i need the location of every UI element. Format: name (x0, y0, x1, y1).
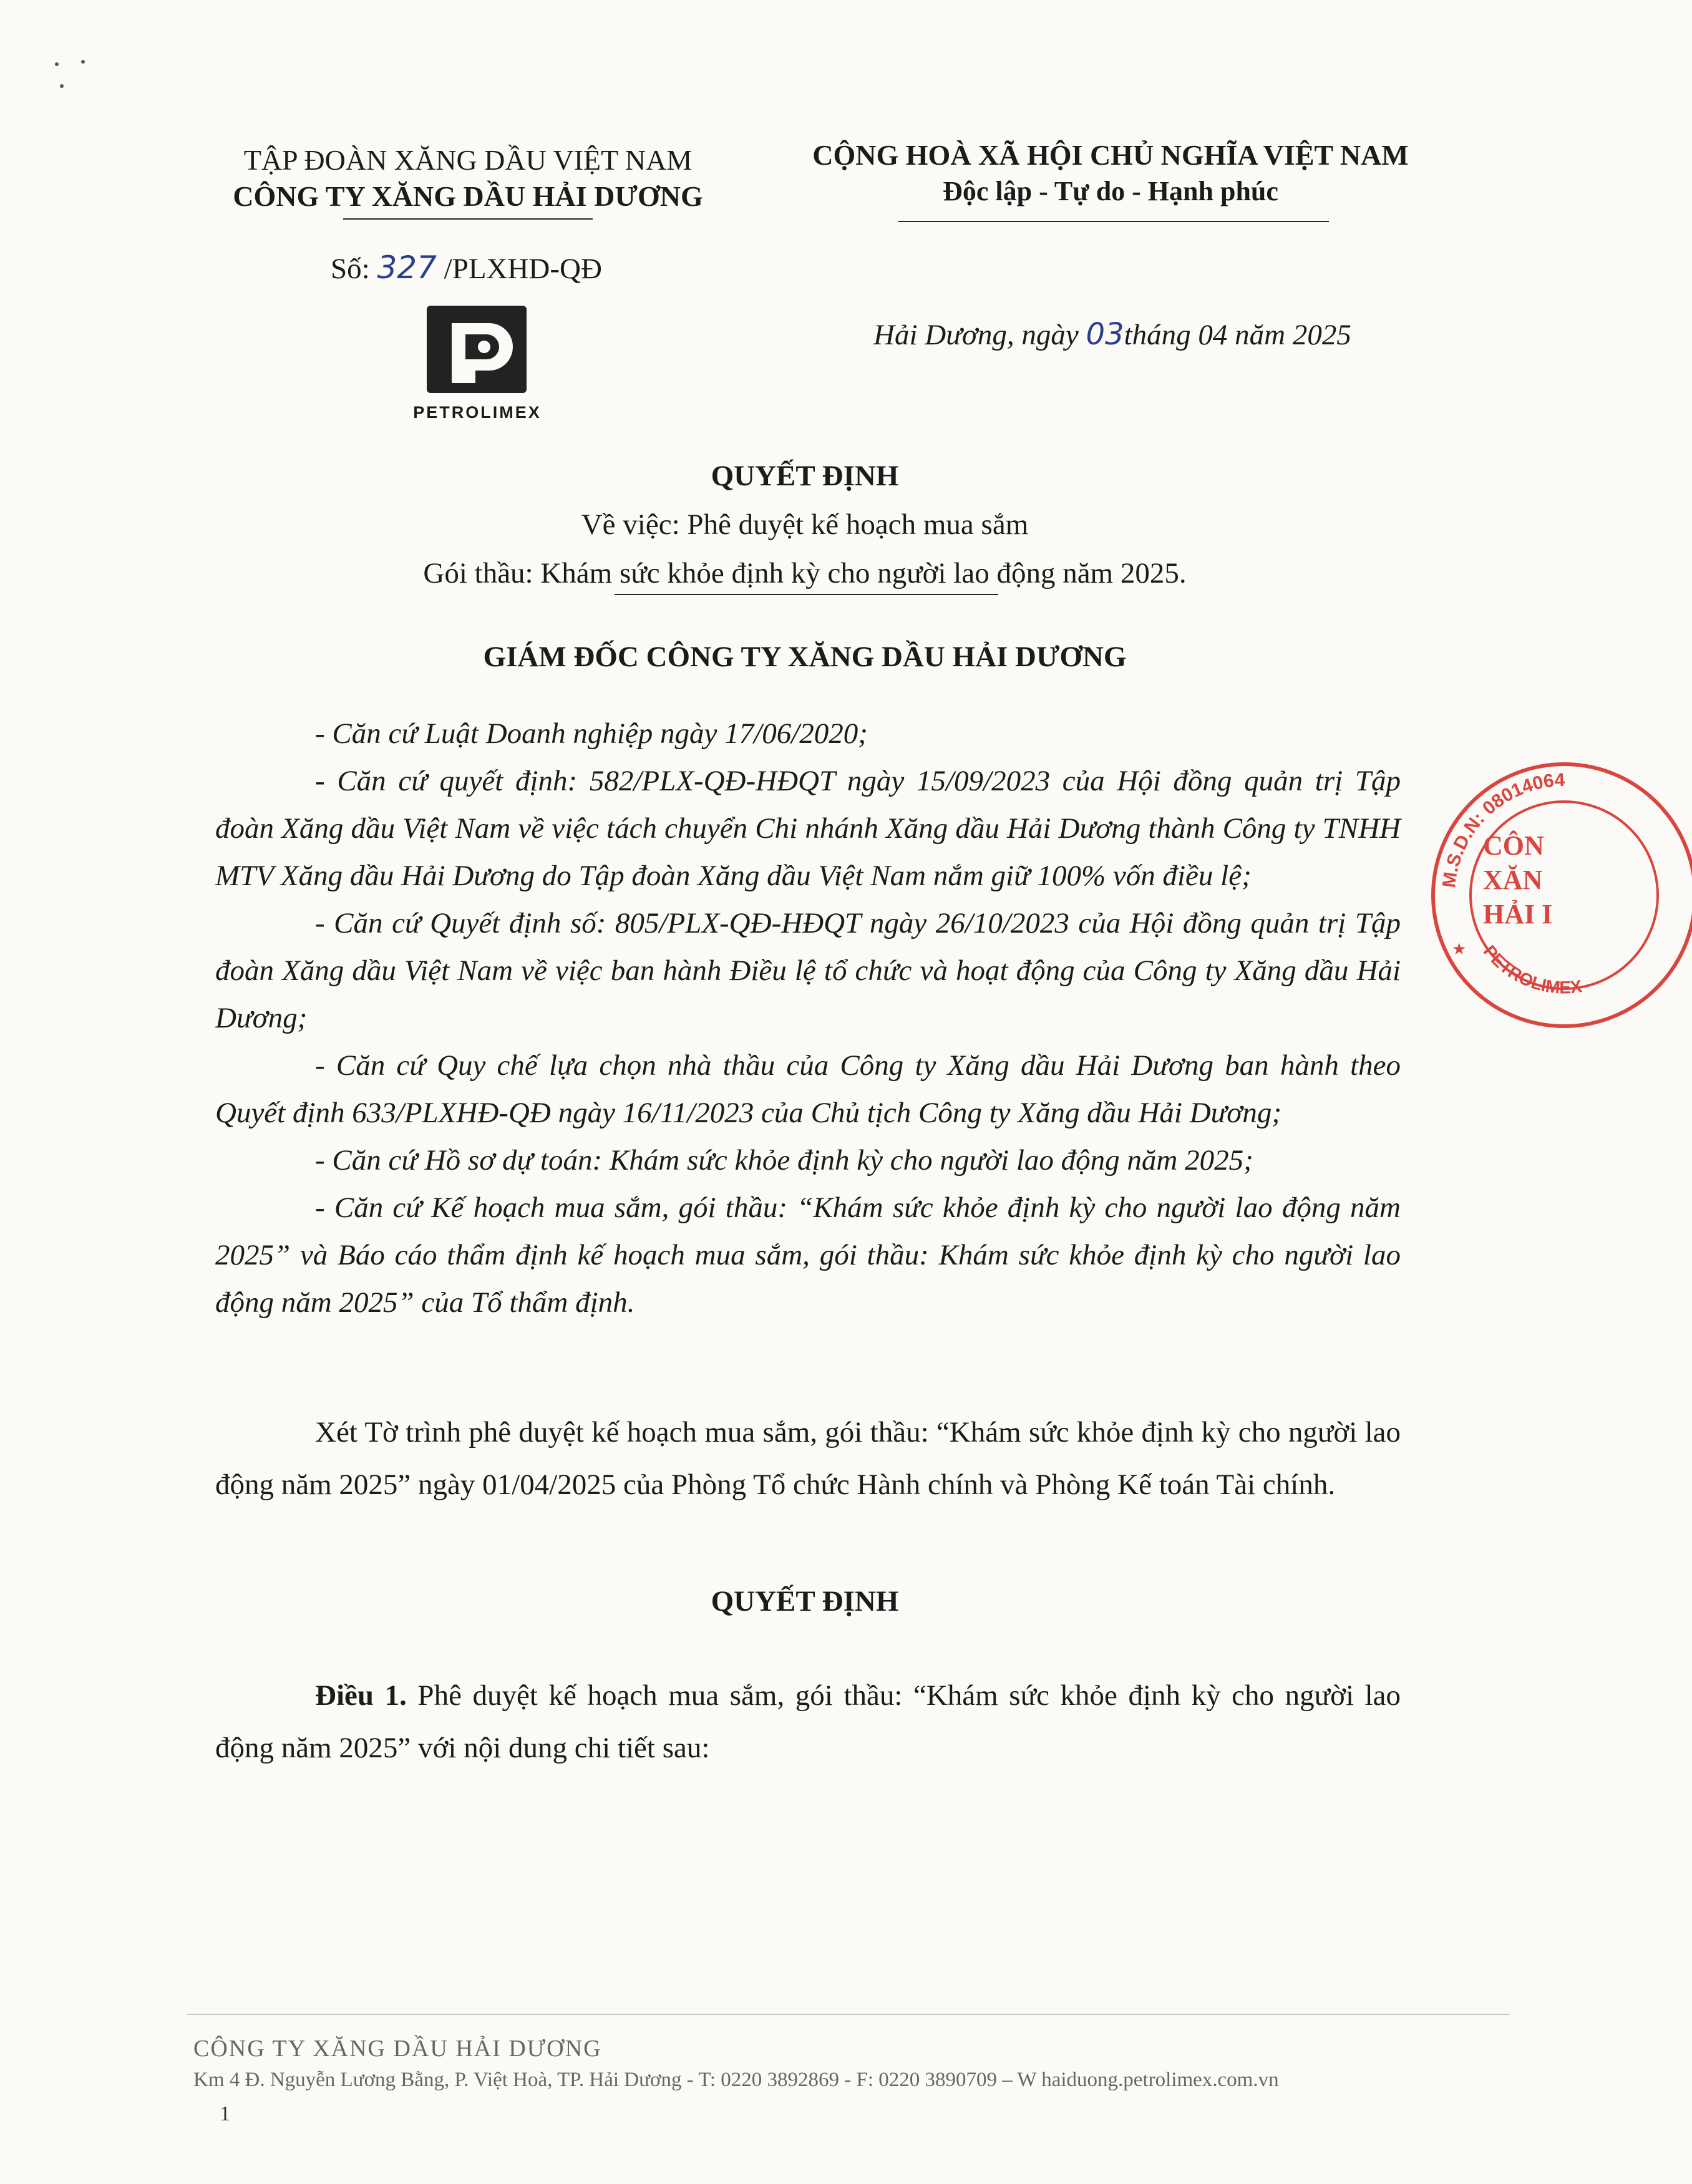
stamp-ring-bottom: PETROLIMEX (1479, 941, 1583, 997)
footer-company: CÔNG TY XĂNG DẦU HẢI DƯƠNG (193, 2036, 602, 2062)
decision-subject: Về việc: Phê duyệt kế hoạch mua sắm (581, 508, 1029, 541)
scan-speck (55, 62, 59, 66)
seal-icon (1417, 749, 1692, 1042)
date-day-handwritten: 03 (1086, 317, 1124, 352)
date-suffix: tháng 04 năm 2025 (1124, 319, 1351, 351)
header-right (767, 137, 1454, 210)
doc-number (331, 250, 602, 286)
authority: GIÁM ĐỐC CÔNG TY XĂNG DẦU HẢI DƯƠNG (483, 641, 1127, 673)
stamp-center-1: CÔN (1483, 830, 1544, 861)
stamp-ring-text: M.S.D.N: 08014064 (1439, 769, 1565, 889)
company-stamp (1417, 749, 1583, 1042)
petrolimex-logo (427, 306, 527, 393)
decision-heading: QUYẾT ĐỊNH (711, 1585, 899, 1618)
svg-text:PETROLIMEX (1480, 942, 1583, 997)
basis-item: - Căn cứ quyết định: 582/PLX-QĐ-HĐQT ngày 15/09/2023 của Hội đồng quản trị Tập đoàn Xăng dầu Việt Nam về việc tách chuyển Chi nhánh Xăng dầu Hải Dương thành Công ty TNHH MTV Xăng dầu Hải Dương do Tập đoàn Xăng dầu Việt Nam nắm giữ 100% vốn điều lệ; (215, 765, 1401, 892)
logo-text: PETROLIMEX (413, 403, 542, 422)
scan-speck (60, 84, 64, 88)
petrolimex-emblem-icon (427, 306, 527, 393)
title-underline (615, 594, 998, 595)
basis-item: - Căn cứ Quy chế lựa chọn nhà thầu của Công ty Xăng dầu Hải Dương ban hành theo Quyết định 633/PLXHĐ-QĐ ngày 16/11/2023 của Chủ tịch Công ty Xăng dầu Hải Dương; (215, 1049, 1401, 1129)
company-name: CÔNG TY XĂNG DẦU HẢI DƯƠNG (233, 180, 703, 212)
basis-item: - Căn cứ Hồ sơ dự toán: Khám sức khỏe định kỳ cho người lao động năm 2025; (315, 1144, 1253, 1177)
stamp-center-3: HẢI I (1483, 899, 1553, 929)
scan-speck (81, 60, 85, 64)
legal-bases (215, 710, 1401, 1326)
article-1-label: Điều 1. (315, 1679, 407, 1712)
document-date (873, 317, 1351, 352)
basis-item: - Căn cứ Kế hoạch mua sắm, gói thầu: “Khám sức khỏe định kỳ cho người lao động năm 2025” và Báo cáo thẩm định kế hoạch mua sắm, gói thầu: Khám sức khỏe định kỳ cho người lao động năm 2025” của Tổ thẩm định. (215, 1191, 1401, 1319)
motto: Độc lập - Tự do - Hạnh phúc (943, 176, 1278, 206)
doc-number-suffix: /PLXHD-QĐ (436, 253, 602, 285)
doc-number-handwritten: 327 (377, 250, 437, 286)
date-prefix: Hải Dương, ngày (873, 319, 1086, 351)
header-left (187, 142, 749, 215)
country-name: CỘNG HOÀ XÃ HỘI CHỦ NGHĨA VIỆT NAM (812, 139, 1409, 171)
consideration (215, 1406, 1401, 1511)
decision-package: Gói thầu: Khám sức khỏe định kỳ cho người lao động năm 2025. (423, 557, 1187, 590)
company-underline (343, 218, 593, 220)
consideration-text: Xét Tờ trình phê duyệt kế hoạch mua sắm, gói thầu: “Khám sức khỏe định kỳ cho người lao động năm 2025” ngày 01/04/2025 của Phòng Tổ chức Hành chính và Phòng Kế toán Tài chính. (215, 1416, 1401, 1501)
group-name: TẬP ĐOÀN XĂNG DẦU VIỆT NAM (243, 144, 693, 176)
stamp-star-icon: ★ (1452, 940, 1467, 958)
article-1 (215, 1669, 1401, 1774)
doc-number-prefix: Số: (331, 253, 377, 285)
title-block (156, 452, 1454, 598)
footer-address: Km 4 Đ. Nguyễn Lương Bằng, P. Việt Hoà, TP. Hải Dương - T: 0220 3892869 - F: 0220 3890709 – W haiduong.petrolimex.com.vn (193, 2069, 1279, 2091)
basis-item: - Căn cứ Quyết định số: 805/PLX-QĐ-HĐQT ngày 26/10/2023 của Hội đồng quản trị Tập đoàn Xăng dầu Việt Nam về việc ban hành Điều lệ tổ chức và hoạt động của Công ty Xăng dầu Hải Dương; (215, 907, 1401, 1034)
footer-divider (187, 2014, 1510, 2015)
stamp-center-2: XĂN (1483, 865, 1543, 895)
article-1-text: Phê duyệt kế hoạch mua sắm, gói thầu: “Khám sức khỏe định kỳ cho người lao động năm 2025” với nội dung chi tiết sau: (215, 1679, 1401, 1764)
decision-title: QUYẾT ĐỊNH (711, 460, 899, 492)
page-number: 1 (220, 2102, 230, 2125)
motto-underline (898, 221, 1329, 222)
basis-item: - Căn cứ Luật Doanh nghiệp ngày 17/06/2020; (315, 717, 868, 750)
